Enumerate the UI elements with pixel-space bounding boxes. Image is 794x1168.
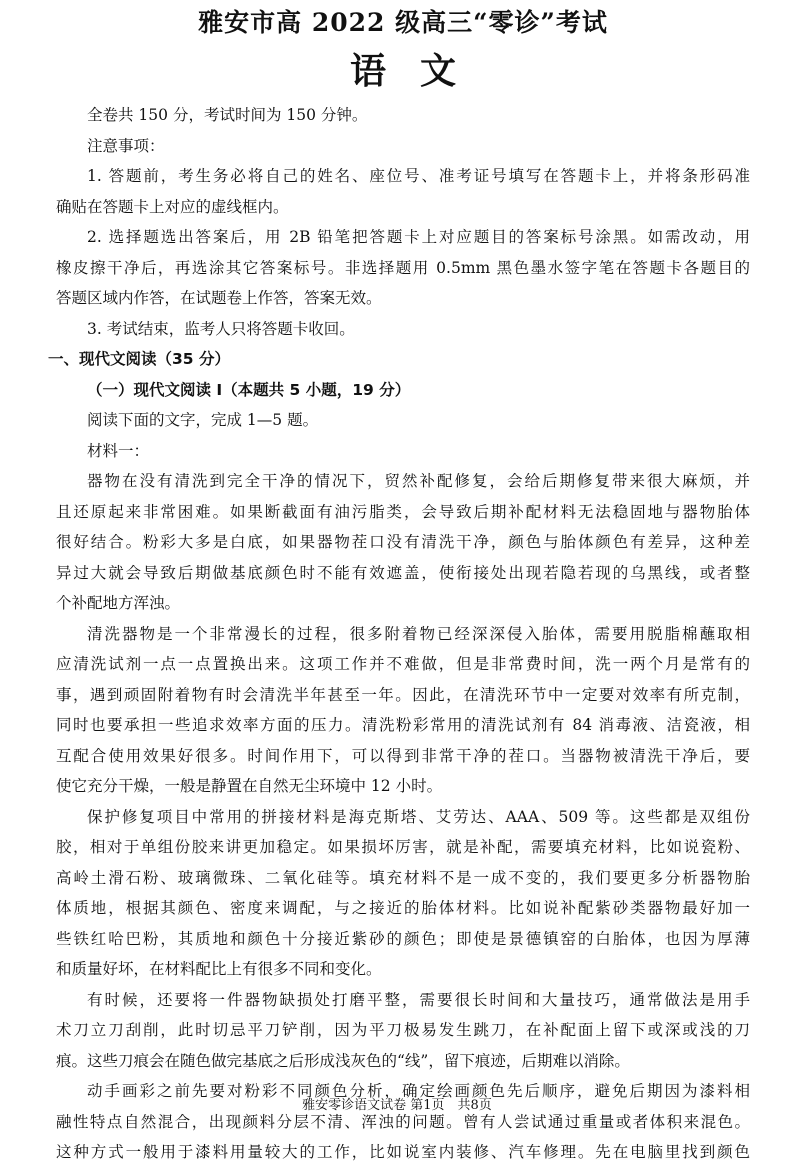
- text-line: 这种方式一般用于漆料用量较大的工作，比如说室内装修、汽车修理。先在电脑里找到颜色: [56, 1143, 750, 1161]
- text-line: 互配合使用效果好很多。时间作用下，可以得到非常干净的茬口。当器物被清洗干净后，要: [56, 746, 750, 765]
- exam-title: 雅安市高 2022 级高三“零诊”考试: [198, 8, 608, 37]
- text-line: 体质地，根据其颜色、密度来调配，与之接近的胎体材料。比如说补配紫砂类器物最好加一: [56, 899, 750, 917]
- subject-title: 语文: [349, 50, 490, 92]
- text-line: 融性特点自然混合，出现颜料分层不清、浑浊的问题。曾有人尝试通过重量或者体积来混色。: [56, 1112, 750, 1131]
- reading-passage: [56, 466, 750, 1168]
- text-line: 胶，相对于单组份胶来讲更加稳定。如果损坏厉害，就是补配，需要填充材料，比如说瓷粉、: [56, 838, 750, 856]
- notes-total: 全卷共 150 分，考试时间为 150 分钟。: [87, 106, 368, 124]
- passage-paragraph-5: [56, 1076, 750, 1168]
- text-line: 高岭土滑石粉、玻璃微珠、二氧化硅等。填充材料不是一成不变的，我们要更多分析器物胎: [56, 868, 750, 887]
- text-line: 且还原起来非常困难。如果断截面有油污脂类，会导致后期补配材料无法稳固地与器物胎体: [56, 502, 750, 521]
- material-label: 材料一：: [87, 441, 150, 460]
- text-line: 些铁红哈巴粉，其质地和颜色十分接近紫砂的颜色；即使是景德镇窑的白胎体，也因为厚薄: [56, 929, 750, 948]
- passage-paragraph-3: [56, 802, 750, 985]
- text-line: 和质量好坏，在材料配比上有很多不同和变化。: [56, 960, 382, 978]
- text-line: 痕。这些刀痕会在随色做完基底之后形成浅灰色的“线”，留下痕迹，后期难以消除。: [56, 1051, 630, 1070]
- text-line: 答题区域内作答，在试题卷上作答，答案无效。: [56, 289, 382, 307]
- passage-paragraph-1: [56, 466, 750, 619]
- text-line: 术刀立刀刮削，此时切忌平刀铲削，因为平刀极易发生跳刀，在补配面上留下或深或浅的刀: [56, 1021, 750, 1039]
- text-line: 清洗器物是一个非常漫长的过程，很多附着物已经深深侵入胎体，需要用脱脂棉蘸取相: [87, 624, 750, 643]
- text-line: 器物在没有清洗到完全干净的情况下，贸然补配修复，会给后期修复带来很大麻烦，并: [87, 472, 750, 490]
- reading-instruction: 阅读下面的文字，完成 1—5 题。: [87, 411, 319, 429]
- text-line: 很好结合。粉彩大多是白底，如果器物茬口没有清洗干净，颜色与胎体颜色有差异，这种差: [56, 533, 750, 551]
- exam-notes: [56, 100, 750, 344]
- notes-item-1: [56, 161, 750, 222]
- text-line: 使它充分干燥，一般是静置在自然无尘环境中 12 小时。: [56, 777, 443, 795]
- text-line: 个补配地方浑浊。: [56, 594, 181, 612]
- text-line: 2. 选择题选出答案后，用 2B 铅笔把答题卡上对应题目的答案标号涂黑。如需改动，用: [87, 228, 750, 246]
- text-line: 保护修复项目中常用的拼接材料是海克斯塔、艾劳达、AAA、509 等。这些都是双组份: [87, 807, 750, 826]
- notes-item-3: 3. 考试结束，监考人只将答题卡收回。: [87, 319, 355, 338]
- notes-heading: 注意事项：: [87, 136, 165, 155]
- part-title: （一）现代文阅读 I（本题共 5 小题，19 分）: [87, 380, 411, 399]
- passage-paragraph-4: [56, 985, 750, 1077]
- notes-item-2: [56, 222, 750, 314]
- text-line: 1. 答题前，考生务必将自己的姓名、座位号、准考证号填写在答题卡上，并将条形码准: [87, 167, 750, 185]
- text-line: 应清洗试剂一点一点置换出来。这项工作并不难做，但是非常费时间，洗一两个月是常有的: [56, 655, 750, 673]
- page-footer: 雅安零诊语文试卷 第1页 共8页: [302, 1098, 492, 1113]
- text-line: 同时也要承担一些追求效率方面的压力。清洗粉彩常用的清洗试剂有 84 消毒液、洁瓷液，相: [56, 716, 750, 734]
- text-line: 橡皮擦干净后，再选涂其它答案标号。非选择题用 0.5mm 黑色墨水签字笔在答题卡各题目的: [56, 258, 750, 277]
- section-title: 一、现代文阅读（35 分）: [48, 350, 230, 368]
- text-line: 有时候，还要将一件器物缺损处打磨平整，需要很长时间和大量技巧，通常做法是用手: [87, 990, 750, 1009]
- text-line: 异过大就会导致后期做基底颜色时不能有效遮盖，使衔接处出现若隐若现的乌黑线，或者整: [56, 563, 750, 582]
- text-line: 确贴在答题卡上对应的虚线框内。: [56, 197, 289, 216]
- passage-paragraph-2: [56, 619, 750, 802]
- text-line: 事，遇到顽固附着物有时会清洗半年甚至一年。因此，在清洗环节中一定要对效率有所克制，: [56, 685, 750, 704]
- text-line: 动手画彩之前先要对粉彩不同颜色分析，确定绘画颜色先后顺序，避免后期因为漆料相: [87, 1082, 750, 1100]
